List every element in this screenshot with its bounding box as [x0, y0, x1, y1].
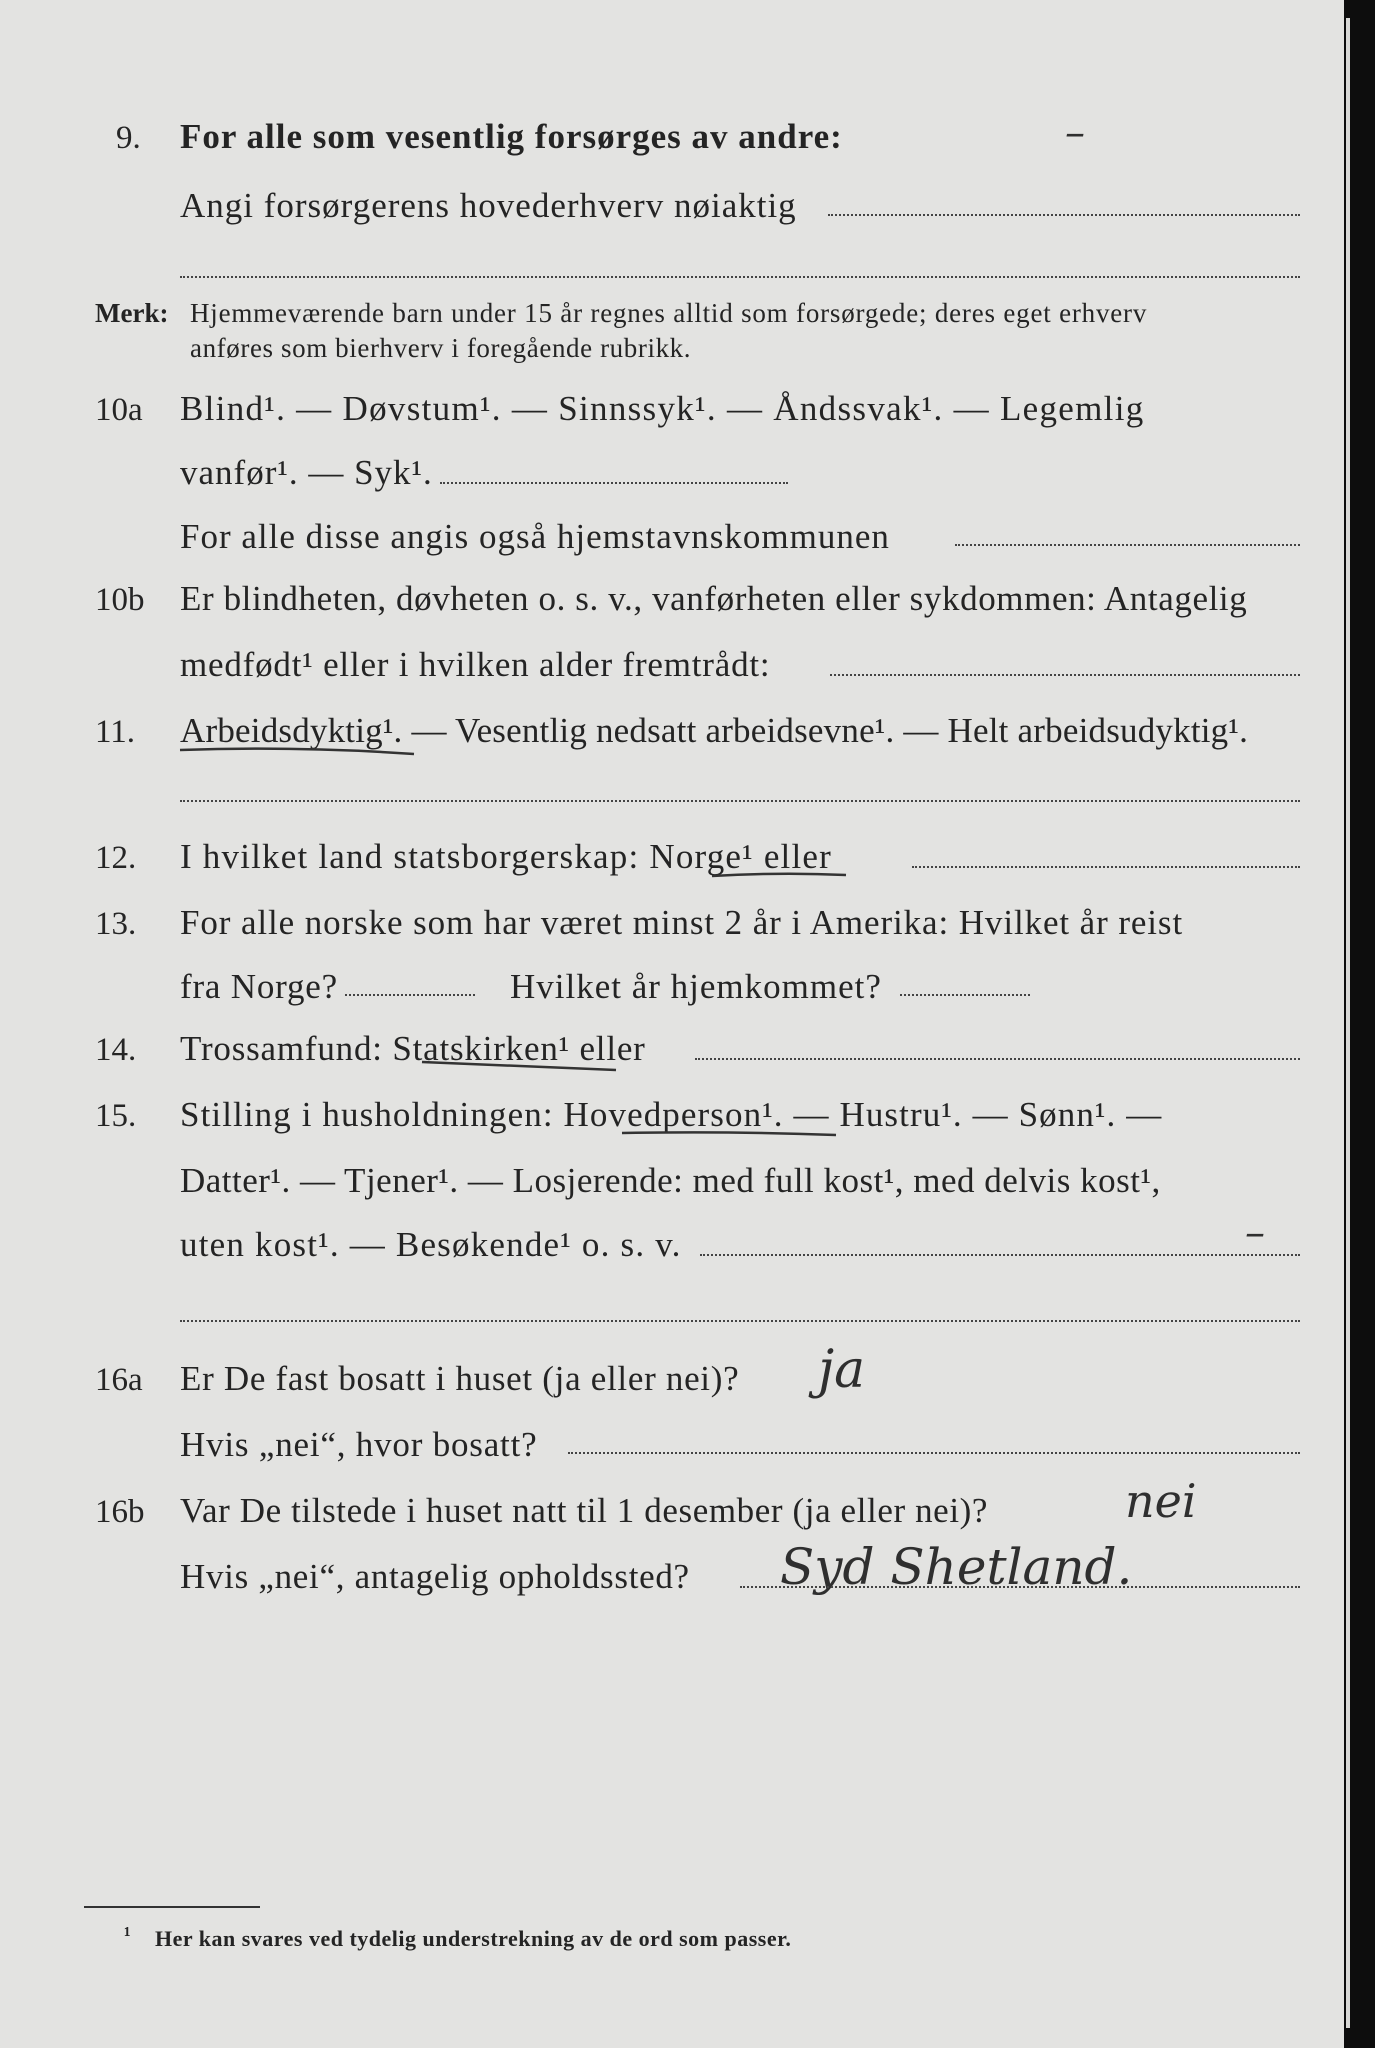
handwritten-answer: nei — [1125, 1474, 1197, 1528]
answer-line — [740, 1586, 1300, 1588]
handwritten-underline — [710, 866, 850, 882]
question-number: 11. — [95, 714, 136, 750]
handwritten-answer: Syd Shetland. — [780, 1538, 1133, 1596]
answer-line — [345, 994, 475, 996]
question-number: 13. — [95, 906, 137, 942]
merk-line-2: anføres som bierhverv i foregående rubrikk. — [190, 333, 692, 363]
question-16b-line-1: Var De tilstede i huset natt til 1 desember (ja eller nei)? — [180, 1491, 989, 1530]
question-13-line-2b: Hvilket år hjemkommet? — [510, 967, 882, 1006]
question-10a-line-2: vanfør¹. — Syk¹. — [180, 453, 433, 492]
question-14-line-1: Trossamfund: Statskirken¹ eller — [180, 1029, 646, 1068]
handwritten-underline — [178, 742, 418, 758]
question-15-line-1: Stilling i husholdningen: Hovedperson¹. — Hustru¹. — Sønn¹. — — [180, 1095, 1163, 1134]
question-number: 12. — [95, 840, 137, 876]
question-number: 16b — [95, 1494, 145, 1530]
page-edge — [1346, 18, 1350, 2028]
answer-line — [180, 800, 1300, 802]
answer-line — [828, 214, 1300, 216]
question-13-line-2a: fra Norge? — [180, 967, 338, 1006]
question-16b-line-2: Hvis „nei“, antagelig opholdssted? — [180, 1557, 690, 1596]
question-13-line-1: For alle norske som har været minst 2 år i Amerika: Hvilket år reist — [180, 903, 1184, 942]
handwritten-underline — [420, 1056, 620, 1074]
answer-line — [900, 994, 1030, 996]
footnote-marker: ¹ — [124, 1922, 131, 1947]
footnote-text: Her kan svares ved tydelig understrekning av de ord som passer. — [155, 1926, 792, 1951]
question-12-line-1: I hvilket land statsborgerskap: Norge¹ eller — [180, 837, 832, 876]
question-15-line-2: Datter¹. — Tjener¹. — Losjerende: med full kost¹, med delvis kost¹, — [180, 1161, 1161, 1200]
handwritten-answer: ja — [818, 1340, 866, 1400]
answer-line — [830, 674, 1300, 676]
question-9-line-2: Angi forsørgerens hovederhverv nøiaktig — [180, 186, 797, 225]
merk-line-1: Hjemmeværende barn under 15 år regnes alltid som forsørgede; deres eget erhverv — [190, 298, 1148, 328]
question-9-line-1: For alle som vesentlig forsørges av andre: — [180, 117, 843, 156]
answer-line — [180, 276, 1300, 278]
answer-line — [912, 866, 1300, 868]
question-number: 10b — [95, 582, 145, 618]
question-number: 14. — [95, 1032, 137, 1068]
question-11-line-1: Arbeidsdyktig¹. — Vesentlig nedsatt arbeidsevne¹. — Helt arbeidsudyktig¹. — [180, 711, 1249, 750]
footnote-rule — [84, 1906, 260, 1908]
question-number: 10a — [95, 392, 143, 428]
question-10a-line-3: For alle disse angis også hjemstavnskommunen — [180, 517, 890, 556]
question-number: 9. — [116, 120, 141, 156]
merk-label: Merk: — [95, 298, 169, 328]
question-number: 16a — [95, 1362, 143, 1398]
answer-line — [440, 482, 788, 484]
question-10b-line-1: Er blindheten, døvheten o. s. v., vanførheten eller sykdommen: Antagelig — [180, 579, 1248, 618]
handwritten-dash: – — [1065, 110, 1085, 156]
question-16a-line-2: Hvis „nei“, hvor bosatt? — [180, 1425, 538, 1464]
answer-line — [180, 1320, 1300, 1322]
answer-line — [700, 1254, 1300, 1256]
answer-line — [955, 544, 1300, 546]
question-16a-line-1: Er De fast bosatt i huset (ja eller nei)? — [180, 1359, 740, 1398]
handwritten-dash: – — [1245, 1210, 1265, 1256]
answer-line — [568, 1452, 1300, 1454]
answer-line — [695, 1058, 1300, 1060]
question-15-line-3: uten kost¹. — Besøkende¹ o. s. v. — [180, 1225, 682, 1264]
question-number: 15. — [95, 1098, 137, 1134]
question-10a-line-1: Blind¹. — Døvstum¹. — Sinnssyk¹. — Åndssvak¹. — Legemlig — [180, 389, 1145, 428]
handwritten-underline — [620, 1124, 840, 1140]
question-10b-line-2: medfødt¹ eller i hvilken alder fremtrådt: — [180, 645, 771, 684]
